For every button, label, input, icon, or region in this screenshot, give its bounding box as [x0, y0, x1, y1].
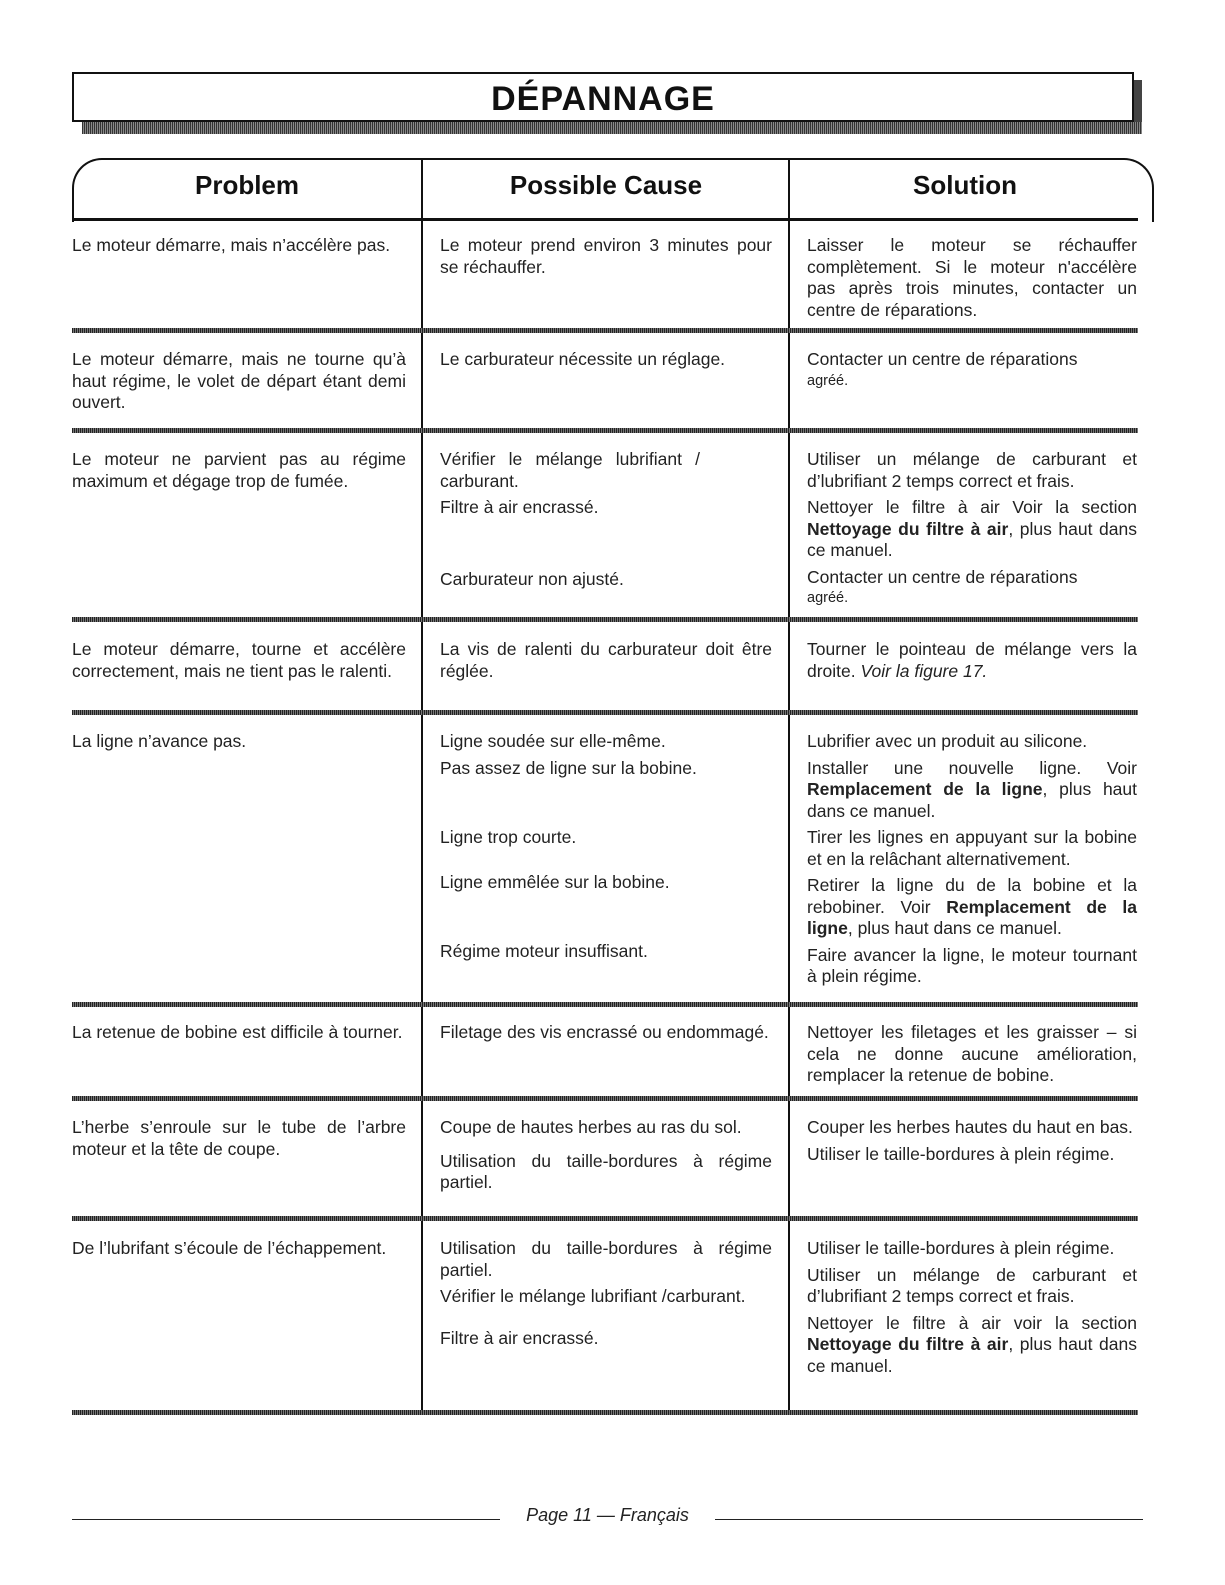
table-row-cause: Le carburateur nécessite un réglage.	[440, 349, 726, 369]
table-row-problem: Le moteur démarre, mais n’accélère pas.	[72, 235, 391, 255]
table-row-solution: Contacter un centre de réparations agréé.	[807, 349, 1078, 389]
table-row-problem: L’herbe s’enroule sur le tube de l’arbre moteur et la tête de coupe.	[72, 1117, 406, 1159]
footer-rule	[72, 1519, 500, 1520]
row-divider	[72, 1002, 1138, 1007]
table-row-solution: Tourner le pointeau de mélange vers la droite. Voir la figure 17.	[807, 639, 1137, 681]
table-row-solution: Laisser le moteur se réchauffer complètement. Si le moteur n'accélère pas après trois minutes, contacter un centre de réparations.	[807, 235, 1137, 320]
table-row-cause: Ligne soudée sur elle-même. Pas assez de ligne sur la bobine. Ligne trop courte. Ligne emmêlée sur la bobine. Régime moteur insuffisant.	[440, 731, 697, 961]
column-divider	[421, 160, 423, 1412]
table-row-solution: Utiliser le taille-bordures à plein régime. Utiliser un mélange de carburant et d’lubrifiant 2 temps correct et frais. Nettoyer le filtre à air voir la section Nettoyage du filtre à air, plus haut dans ce manuel.	[807, 1238, 1137, 1376]
title-shadow	[82, 122, 1142, 134]
row-divider	[72, 328, 1138, 333]
page-number: Page 11 — Français	[526, 1505, 689, 1525]
header-divider	[72, 218, 1138, 221]
table-row-problem: Le moteur démarre, mais ne tourne qu’à haut régime, le volet de départ étant demi ouvert.	[72, 349, 406, 412]
column-divider	[788, 160, 790, 1412]
table-row-solution: Lubrifier avec un produit au silicone. Installer une nouvelle ligne. Voir Remplacement de la ligne, plus haut dans ce manuel. Tirer les lignes en appuyant sur la bobine et en la relâchant alternativement. Retirer la ligne du de la bobine et la rebobiner. Voir Remplacement de la ligne, plus haut dans ce manuel. Faire avancer la ligne, le moteur tournant à plein régime.	[807, 731, 1138, 986]
table-row-cause: Filetage des vis encrassé ou endommagé.	[440, 1022, 769, 1042]
row-divider	[72, 710, 1138, 715]
table-row-cause: Vérifier le mélange lubrifiant / carburant. Filtre à air encrassé. Carburateur non ajusté.	[440, 449, 700, 589]
title-banner	[72, 72, 1134, 122]
row-divider	[72, 617, 1138, 622]
table-row-problem: La ligne n’avance pas.	[72, 731, 247, 751]
table-row-cause: Utilisation du taille-bordures à régime partiel. Vérifier le mélange lubrifiant /carburant. Filtre à air encrassé.	[440, 1238, 772, 1348]
table-row-problem: La retenue de bobine est difficile à tourner.	[72, 1022, 403, 1042]
table-row-problem: Le moteur démarre, tourne et accélère correctement, mais ne tient pas le ralenti.	[72, 639, 406, 681]
table-row-cause: Coupe de hautes herbes au ras du sol. Utilisation du taille-bordures à régime partiel.	[440, 1117, 772, 1192]
header-solution: Solution	[913, 170, 1017, 200]
row-divider	[72, 1410, 1138, 1415]
footer-rule	[715, 1519, 1143, 1520]
header-cause: Possible Cause	[509, 170, 703, 200]
row-divider	[72, 1096, 1138, 1101]
table-row-solution: Couper les herbes hautes du haut en bas. Utiliser le taille-bordures à plein régime.	[807, 1117, 1133, 1164]
page-title: DÉPANNAGE	[491, 80, 715, 118]
table-row-cause: La vis de ralenti du carburateur doit être réglée.	[440, 639, 772, 681]
table-row-solution: Nettoyer les filetages et les graisser – si cela ne donne aucune amélioration, remplacer la retenue de bobine.	[807, 1022, 1137, 1085]
table-row-solution: Utiliser un mélange de carburant et d’lubrifiant 2 temps correct et frais. Nettoyer le filtre à air Voir la section Nettoyage du filtre à air, plus haut dans ce manuel. Contacter un centre de réparations agréé.	[807, 449, 1137, 606]
table-row-cause: Le moteur prend environ 3 minutes pour se réchauffer.	[440, 235, 772, 277]
table-row-problem: De l’lubrifant s’écoule de l’échappement.	[72, 1238, 387, 1258]
row-divider	[72, 428, 1138, 433]
row-divider	[72, 1216, 1138, 1221]
table-row-problem: Le moteur ne parvient pas au régime maximum et dégage trop de fumée.	[72, 449, 406, 491]
header-problem: Problem	[194, 170, 300, 200]
page-footer	[0, 1505, 1225, 1529]
